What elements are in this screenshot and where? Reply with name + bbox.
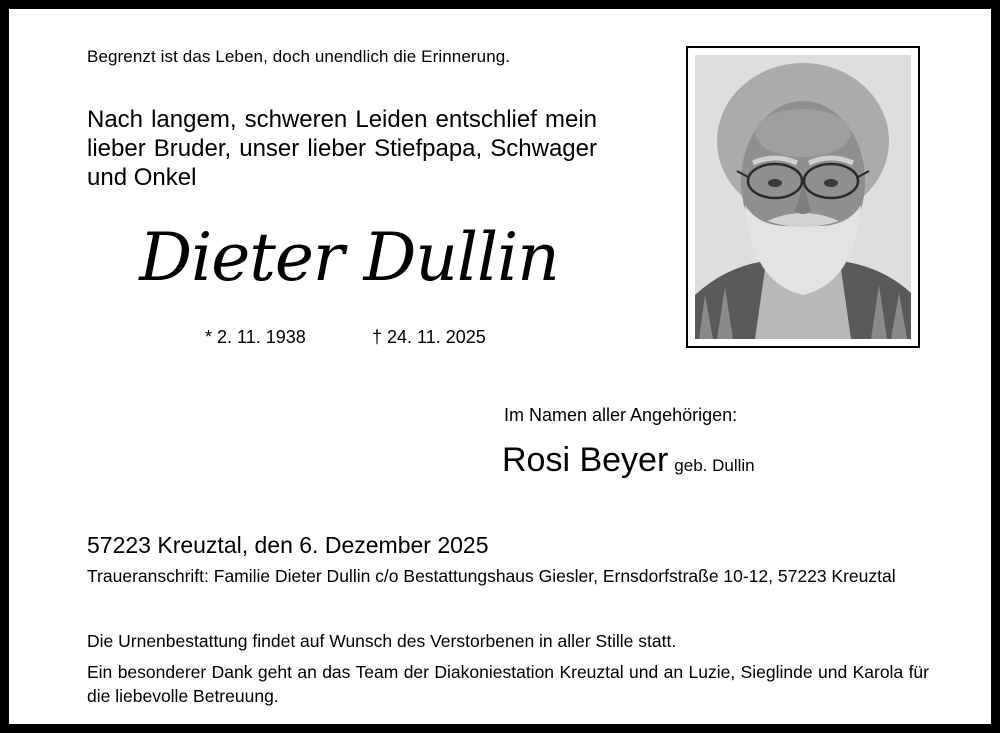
thanks-note: Ein besonderer Dank geht an das Team der Diakoniestation Kreuztal und an Luzie, Sieglinde und Karola für die liebevolle Betreuung. (87, 662, 929, 706)
photo-frame (686, 46, 920, 348)
mourning-address: Traueranschrift: Familie Dieter Dullin c/o Bestattungshaus Giesler, Ernsdorfstraße 10-12, 57223 Kreuztal (87, 566, 896, 586)
death-date: † 24. 11. 2025 (372, 327, 486, 347)
burial-note: Die Urnenbestattung findet auf Wunsch des Verstorbenen in aller Stille statt. (87, 631, 677, 651)
motto: Begrenzt ist das Leben, doch unendlich die Erinnerung. (87, 47, 511, 66)
signer-name: Rosi Beyer (502, 441, 669, 479)
signer-maiden-name: geb. Dullin (674, 456, 755, 475)
portrait-photo (695, 55, 911, 339)
portrait-illustration (695, 55, 911, 339)
place-and-date: 57223 Kreuztal, den 6. Dezember 2025 (87, 532, 489, 558)
on-behalf-line: Im Namen aller Angehörigen: (504, 405, 738, 425)
signer (502, 441, 755, 480)
birth-date: * 2. 11. 1938 (205, 327, 306, 347)
intro-text: Nach langem, schweren Leiden entschlief mein lieber Bruder, unser lieber Stiefpapa, Schwager und Onkel (87, 106, 597, 191)
deceased-name: Dieter Dullin (139, 219, 559, 296)
